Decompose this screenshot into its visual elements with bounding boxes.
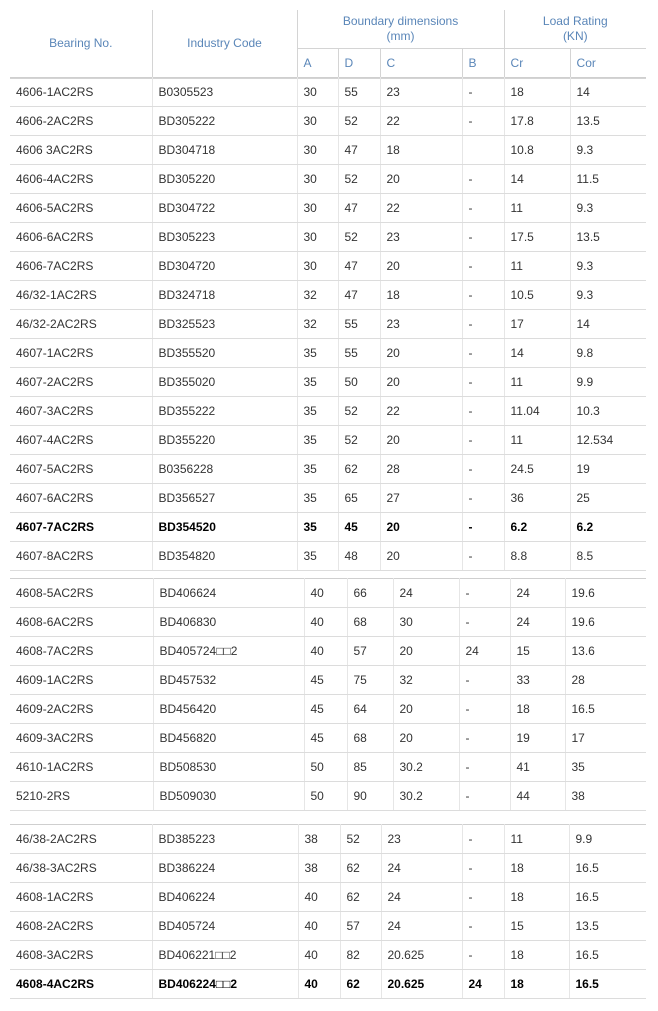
cell-industry-code: BD385223 [152, 825, 298, 854]
cell-dim-a: 35 [297, 455, 338, 484]
cell-dim-c: 24 [381, 854, 462, 883]
cell-dim-d: 68 [347, 724, 393, 753]
cell-industry-code: BD305220 [152, 165, 297, 194]
cell-dim-b: - [462, 542, 504, 571]
cell-industry-code: BD406224 [152, 883, 298, 912]
table-row [10, 455, 646, 484]
cell-dim-d: 47 [338, 194, 380, 223]
table-row [10, 78, 646, 107]
cell-load-cor: 9.3 [570, 194, 646, 223]
cell-dim-c: 20 [380, 542, 462, 571]
cell-industry-code: BD325523 [152, 310, 297, 339]
cell-dim-c: 24 [381, 912, 462, 941]
cell-bearing-no: 4608-1AC2RS [10, 883, 152, 912]
cell-dim-a: 35 [297, 339, 338, 368]
cell-dim-b: - [462, 397, 504, 426]
table-row [10, 310, 646, 339]
cell-dim-b: - [462, 883, 504, 912]
table-row [10, 941, 646, 970]
cell-load-cr: 8.8 [504, 542, 570, 571]
cell-dim-d: 57 [340, 912, 381, 941]
cell-dim-c: 18 [380, 281, 462, 310]
cell-dim-d: 52 [338, 223, 380, 252]
cell-load-cr: 18 [504, 854, 569, 883]
cell-dim-a: 45 [304, 724, 347, 753]
cell-dim-b: - [462, 854, 504, 883]
cell-load-cr: 41 [510, 753, 565, 782]
cell-dim-c: 22 [380, 194, 462, 223]
cell-load-cor: 35 [565, 753, 646, 782]
cell-load-cr: 11 [504, 252, 570, 281]
cell-load-cor: 28 [565, 666, 646, 695]
cell-dim-a: 30 [297, 136, 338, 165]
cell-dim-b: - [462, 252, 504, 281]
cell-load-cor: 13.5 [569, 912, 646, 941]
load-rating-header [504, 10, 646, 48]
table-header [10, 10, 646, 79]
cell-load-cr: 36 [504, 484, 570, 513]
cell-load-cr: 11 [504, 194, 570, 223]
cell-dim-c: 28 [380, 455, 462, 484]
cell-load-cr: 15 [510, 637, 565, 666]
cell-bearing-no: 4609-2AC2RS [10, 695, 153, 724]
cell-bearing-no: 4606-5AC2RS [10, 194, 152, 223]
cell-dim-a: 38 [298, 854, 340, 883]
cell-dim-d: 48 [338, 542, 380, 571]
cell-bearing-no: 4607-3AC2RS [10, 397, 152, 426]
cell-bearing-no: 4608-5AC2RS [10, 579, 153, 608]
bearing-table-1 [10, 77, 646, 571]
cell-load-cr: 11 [504, 825, 569, 854]
bearing-table-2 [10, 578, 646, 811]
cell-dim-d: 47 [338, 281, 380, 310]
table-row [10, 136, 646, 165]
col-bearing-no-header: Bearing No. [10, 10, 152, 78]
table-row [10, 542, 646, 571]
table-row [10, 912, 646, 941]
cell-load-cor: 9.3 [570, 281, 646, 310]
cell-dim-b: - [462, 484, 504, 513]
cell-load-cor: 9.9 [570, 368, 646, 397]
cell-dim-d: 62 [338, 455, 380, 484]
cell-load-cr: 17.8 [504, 107, 570, 136]
cell-dim-d: 64 [347, 695, 393, 724]
cell-dim-a: 45 [304, 695, 347, 724]
cell-dim-d: 47 [338, 252, 380, 281]
cell-bearing-no: 4609-1AC2RS [10, 666, 153, 695]
cell-load-cor: 13.5 [570, 223, 646, 252]
cell-dim-a: 35 [297, 426, 338, 455]
cell-dim-d: 52 [338, 426, 380, 455]
table-row [10, 724, 646, 753]
boundary-dimensions-header [297, 10, 504, 48]
cell-dim-c: 30.2 [393, 753, 459, 782]
cell-load-cor: 9.3 [570, 252, 646, 281]
cell-load-cr: 24 [510, 579, 565, 608]
boundary-dimensions-title: Boundary dimensions [342, 13, 459, 28]
cell-dim-a: 35 [297, 513, 338, 542]
cell-dim-b [462, 136, 504, 165]
cell-dim-a: 40 [304, 579, 347, 608]
table-row [10, 970, 646, 999]
cell-dim-b: - [462, 107, 504, 136]
cell-industry-code: BD354820 [152, 542, 297, 571]
cell-load-cr: 6.2 [504, 513, 570, 542]
col-industry-code-header: Industry Code [152, 10, 297, 78]
cell-industry-code: BD406221□□2 [152, 941, 298, 970]
cell-load-cor: 13.5 [570, 107, 646, 136]
cell-dim-a: 32 [297, 281, 338, 310]
cell-dim-d: 47 [338, 136, 380, 165]
cell-industry-code: BD305223 [152, 223, 297, 252]
cell-dim-d: 66 [347, 579, 393, 608]
cell-dim-c: 20 [380, 252, 462, 281]
col-d-header: D [338, 48, 380, 78]
cell-dim-d: 55 [338, 310, 380, 339]
cell-load-cor: 16.5 [569, 941, 646, 970]
cell-dim-a: 40 [298, 883, 340, 912]
cell-dim-d: 90 [347, 782, 393, 811]
cell-load-cr: 18 [504, 941, 569, 970]
table-row [10, 782, 646, 811]
cell-dim-c: 22 [380, 107, 462, 136]
cell-bearing-no: 4606-7AC2RS [10, 252, 152, 281]
cell-dim-c: 24 [381, 883, 462, 912]
cell-bearing-no: 4607-2AC2RS [10, 368, 152, 397]
cell-industry-code: BD406830 [153, 608, 304, 637]
cell-load-cor: 17 [565, 724, 646, 753]
cell-load-cr: 15 [504, 912, 569, 941]
cell-load-cr: 14 [504, 339, 570, 368]
table-row [10, 695, 646, 724]
cell-load-cor: 9.3 [570, 136, 646, 165]
col-c-header: C [380, 48, 462, 78]
cell-dim-b: - [462, 310, 504, 339]
table-row [10, 165, 646, 194]
table-row [10, 579, 646, 608]
cell-load-cor: 13.6 [565, 637, 646, 666]
cell-dim-b: - [459, 695, 510, 724]
cell-load-cor: 16.5 [569, 970, 646, 999]
cell-load-cr: 24.5 [504, 455, 570, 484]
cell-load-cr: 11 [504, 426, 570, 455]
cell-load-cr: 18 [510, 695, 565, 724]
cell-industry-code: BD386224 [152, 854, 298, 883]
cell-bearing-no: 4607-7AC2RS [10, 513, 152, 542]
table-row [10, 883, 646, 912]
cell-industry-code: BD355020 [152, 368, 297, 397]
cell-dim-a: 50 [304, 753, 347, 782]
cell-load-cr: 17.5 [504, 223, 570, 252]
cell-industry-code: BD406224□□2 [152, 970, 298, 999]
table-row [10, 666, 646, 695]
cell-load-cr: 11 [504, 368, 570, 397]
load-rating-unit: (KN) [562, 28, 588, 43]
cell-load-cor: 19.6 [565, 608, 646, 637]
cell-load-cr: 10.8 [504, 136, 570, 165]
cell-dim-d: 52 [338, 165, 380, 194]
cell-dim-c: 23 [380, 223, 462, 252]
cell-dim-b: - [462, 165, 504, 194]
cell-dim-d: 85 [347, 753, 393, 782]
cell-industry-code: BD508530 [153, 753, 304, 782]
cell-dim-b: - [462, 513, 504, 542]
cell-load-cor: 19 [570, 455, 646, 484]
cell-dim-a: 35 [297, 484, 338, 513]
cell-industry-code: BD406624 [153, 579, 304, 608]
cell-bearing-no: 4606-4AC2RS [10, 165, 152, 194]
cell-load-cor: 14 [570, 310, 646, 339]
cell-industry-code: BD457532 [153, 666, 304, 695]
cell-dim-b: - [459, 753, 510, 782]
cell-dim-d: 82 [340, 941, 381, 970]
cell-dim-b: 24 [462, 970, 504, 999]
cell-bearing-no: 4607-5AC2RS [10, 455, 152, 484]
cell-dim-a: 30 [297, 107, 338, 136]
cell-industry-code: BD324718 [152, 281, 297, 310]
cell-dim-b: - [459, 608, 510, 637]
cell-load-cr: 11.04 [504, 397, 570, 426]
cell-industry-code: B0305523 [152, 78, 297, 107]
cell-load-cor: 10.3 [570, 397, 646, 426]
cell-dim-d: 65 [338, 484, 380, 513]
cell-dim-b: - [459, 579, 510, 608]
cell-load-cor: 9.9 [569, 825, 646, 854]
cell-load-cor: 6.2 [570, 513, 646, 542]
col-a-header: A [297, 48, 338, 78]
cell-dim-c: 23 [380, 78, 462, 107]
cell-dim-c: 20.625 [381, 970, 462, 999]
cell-load-cor: 25 [570, 484, 646, 513]
cell-bearing-no: 46/32-1AC2RS [10, 281, 152, 310]
cell-dim-a: 35 [297, 397, 338, 426]
cell-dim-b: - [462, 455, 504, 484]
cell-dim-a: 30 [297, 252, 338, 281]
cell-dim-c: 20 [380, 165, 462, 194]
boundary-dimensions-unit: (mm) [386, 28, 415, 43]
cell-dim-b: - [459, 666, 510, 695]
cell-industry-code: BD456420 [153, 695, 304, 724]
cell-industry-code: BD405724 [152, 912, 298, 941]
cell-bearing-no: 4608-2AC2RS [10, 912, 152, 941]
cell-dim-a: 40 [298, 912, 340, 941]
cell-bearing-no: 4608-7AC2RS [10, 637, 153, 666]
cell-industry-code: BD509030 [153, 782, 304, 811]
cell-industry-code: BD355520 [152, 339, 297, 368]
cell-bearing-no: 46/32-2AC2RS [10, 310, 152, 339]
cell-dim-b: - [462, 223, 504, 252]
cell-industry-code: BD355220 [152, 426, 297, 455]
cell-dim-c: 23 [380, 310, 462, 339]
table-row [10, 513, 646, 542]
cell-industry-code: BD405724□□2 [153, 637, 304, 666]
table-row [10, 223, 646, 252]
cell-bearing-no: 4607-4AC2RS [10, 426, 152, 455]
cell-load-cor: 12.534 [570, 426, 646, 455]
cell-dim-b: - [462, 941, 504, 970]
cell-dim-b: - [462, 339, 504, 368]
cell-industry-code: BD356527 [152, 484, 297, 513]
cell-load-cr: 19 [510, 724, 565, 753]
cell-dim-a: 40 [304, 608, 347, 637]
cell-dim-c: 22 [380, 397, 462, 426]
cell-dim-d: 75 [347, 666, 393, 695]
cell-dim-c: 20 [393, 637, 459, 666]
cell-load-cr: 33 [510, 666, 565, 695]
bearing-table-3 [10, 824, 646, 999]
cell-dim-d: 55 [338, 78, 380, 107]
cell-dim-c: 27 [380, 484, 462, 513]
cell-dim-d: 68 [347, 608, 393, 637]
cell-load-cor: 19.6 [565, 579, 646, 608]
cell-load-cor: 8.5 [570, 542, 646, 571]
cell-dim-d: 57 [347, 637, 393, 666]
cell-load-cor: 16.5 [565, 695, 646, 724]
cell-dim-c: 20 [380, 426, 462, 455]
cell-industry-code: BD355222 [152, 397, 297, 426]
cell-dim-d: 62 [340, 854, 381, 883]
cell-dim-c: 20 [380, 513, 462, 542]
table-row [10, 426, 646, 455]
cell-industry-code: BD305222 [152, 107, 297, 136]
cell-dim-a: 30 [297, 78, 338, 107]
table-row [10, 637, 646, 666]
table-row [10, 339, 646, 368]
cell-dim-a: 35 [297, 542, 338, 571]
cell-dim-c: 20 [393, 695, 459, 724]
cell-dim-a: 40 [298, 941, 340, 970]
table-row [10, 608, 646, 637]
col-cor-header: Cor [570, 48, 646, 78]
cell-bearing-no: 4609-3AC2RS [10, 724, 153, 753]
cell-dim-b: - [462, 281, 504, 310]
cell-load-cor: 38 [565, 782, 646, 811]
cell-bearing-no: 46/38-2AC2RS [10, 825, 152, 854]
cell-dim-a: 30 [297, 194, 338, 223]
cell-bearing-no: 5210-2RS [10, 782, 153, 811]
cell-dim-c: 30 [393, 608, 459, 637]
table-row [10, 825, 646, 854]
cell-industry-code: BD304722 [152, 194, 297, 223]
cell-dim-b: - [462, 194, 504, 223]
cell-load-cor: 9.8 [570, 339, 646, 368]
col-b-header: B [462, 48, 504, 78]
cell-bearing-no: 4608-4AC2RS [10, 970, 152, 999]
cell-bearing-no: 4607-6AC2RS [10, 484, 152, 513]
cell-industry-code: BD304720 [152, 252, 297, 281]
cell-load-cr: 18 [504, 78, 570, 107]
cell-dim-a: 45 [304, 666, 347, 695]
cell-bearing-no: 4606-6AC2RS [10, 223, 152, 252]
cell-dim-b: 24 [459, 637, 510, 666]
cell-industry-code: BD304718 [152, 136, 297, 165]
cell-load-cor: 16.5 [569, 883, 646, 912]
cell-load-cor: 11.5 [570, 165, 646, 194]
cell-load-cr: 18 [504, 970, 569, 999]
cell-bearing-no: 4606-1AC2RS [10, 78, 152, 107]
cell-bearing-no: 4606 3AC2RS [10, 136, 152, 165]
table-row [10, 854, 646, 883]
cell-dim-c: 23 [381, 825, 462, 854]
table-row [10, 194, 646, 223]
cell-bearing-no: 4606-2AC2RS [10, 107, 152, 136]
cell-dim-c: 20.625 [381, 941, 462, 970]
cell-dim-a: 40 [298, 970, 340, 999]
cell-dim-d: 62 [340, 970, 381, 999]
cell-load-cr: 17 [504, 310, 570, 339]
table-row [10, 753, 646, 782]
cell-bearing-no: 4608-6AC2RS [10, 608, 153, 637]
cell-dim-a: 30 [297, 165, 338, 194]
cell-dim-b: - [462, 825, 504, 854]
table-row [10, 484, 646, 513]
cell-dim-b: - [462, 78, 504, 107]
cell-load-cr: 14 [504, 165, 570, 194]
cell-load-cor: 14 [570, 78, 646, 107]
cell-dim-a: 40 [304, 637, 347, 666]
cell-load-cr: 44 [510, 782, 565, 811]
cell-load-cor: 16.5 [569, 854, 646, 883]
table-row [10, 368, 646, 397]
cell-industry-code: BD456820 [153, 724, 304, 753]
cell-bearing-no: 4608-3AC2RS [10, 941, 152, 970]
cell-dim-c: 32 [393, 666, 459, 695]
cell-dim-c: 18 [380, 136, 462, 165]
cell-dim-a: 30 [297, 223, 338, 252]
table-row [10, 281, 646, 310]
cell-dim-d: 62 [340, 883, 381, 912]
cell-bearing-no: 4607-8AC2RS [10, 542, 152, 571]
cell-dim-c: 20 [380, 339, 462, 368]
cell-dim-d: 45 [338, 513, 380, 542]
table-row [10, 252, 646, 281]
cell-dim-a: 35 [297, 368, 338, 397]
cell-dim-d: 55 [338, 339, 380, 368]
cell-dim-d: 52 [340, 825, 381, 854]
cell-dim-c: 20 [393, 724, 459, 753]
col-cr-header: Cr [504, 48, 570, 78]
cell-industry-code: BD354520 [152, 513, 297, 542]
cell-dim-d: 50 [338, 368, 380, 397]
cell-dim-a: 32 [297, 310, 338, 339]
cell-dim-b: - [462, 912, 504, 941]
cell-bearing-no: 46/38-3AC2RS [10, 854, 152, 883]
cell-load-cr: 18 [504, 883, 569, 912]
cell-dim-d: 52 [338, 397, 380, 426]
cell-dim-c: 20 [380, 368, 462, 397]
table-row [10, 107, 646, 136]
cell-bearing-no: 4610-1AC2RS [10, 753, 153, 782]
cell-dim-b: - [459, 782, 510, 811]
cell-dim-c: 30.2 [393, 782, 459, 811]
cell-dim-a: 50 [304, 782, 347, 811]
cell-bearing-no: 4607-1AC2RS [10, 339, 152, 368]
cell-dim-c: 24 [393, 579, 459, 608]
cell-dim-b: - [462, 426, 504, 455]
table-row [10, 397, 646, 426]
cell-dim-b: - [462, 368, 504, 397]
cell-dim-a: 38 [298, 825, 340, 854]
cell-industry-code: B0356228 [152, 455, 297, 484]
cell-load-cr: 24 [510, 608, 565, 637]
cell-dim-d: 52 [338, 107, 380, 136]
cell-dim-b: - [459, 724, 510, 753]
load-rating-title: Load Rating [542, 13, 608, 28]
cell-load-cr: 10.5 [504, 281, 570, 310]
